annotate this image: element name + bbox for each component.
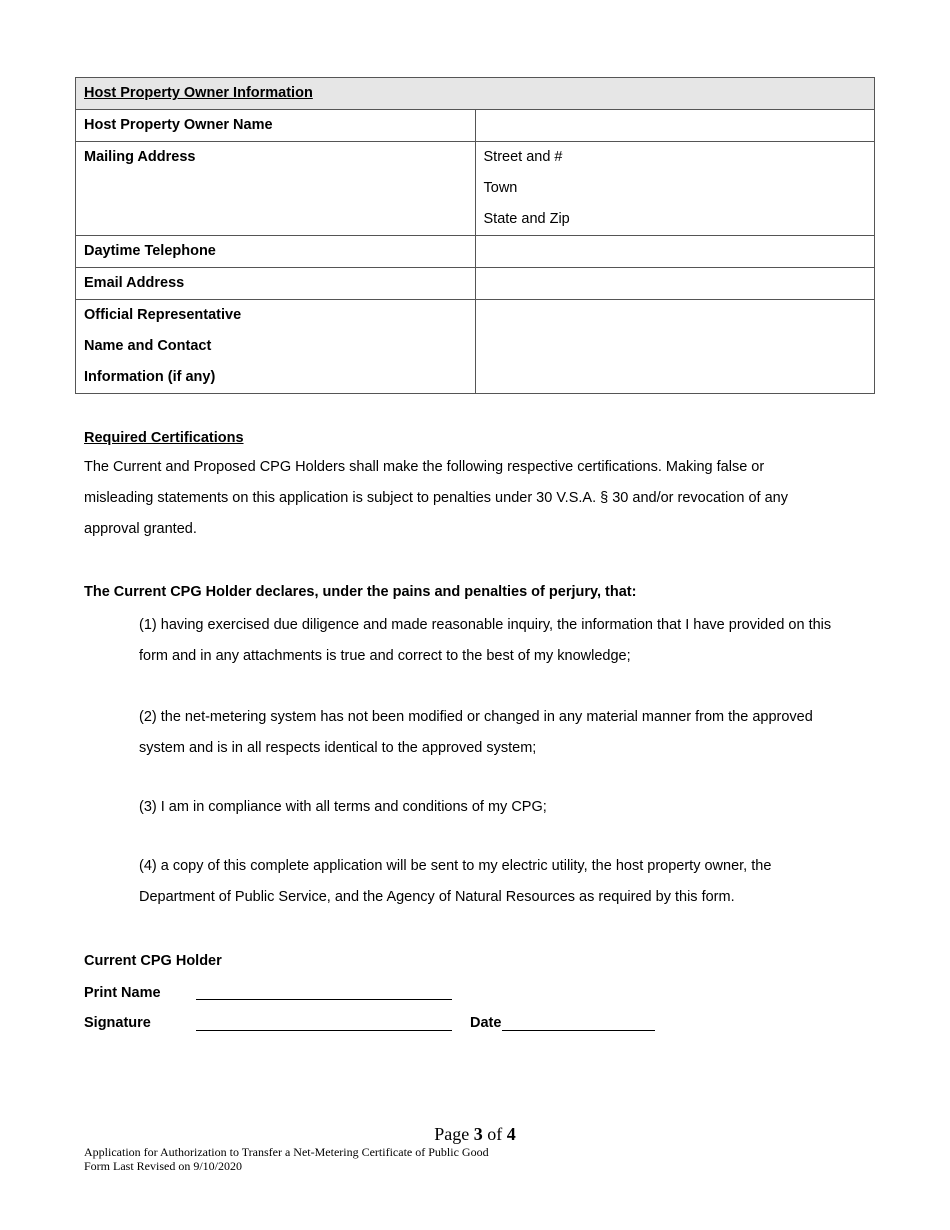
date-line[interactable] [502,1012,655,1031]
certification-line: (4) a copy of this complete application will be sent to my electric utility, the host property owner, the [139,858,772,874]
mailing-address-label: Mailing Address [76,142,476,236]
certification-line: (1) having exercised due diligence and made reasonable inquiry, the information that I have provided on this [139,617,832,633]
owner-info-header: Host Property Owner Information [76,78,875,110]
declaration-statement: The Current CPG Holder declares, under the pains and penalties of perjury, that: [84,584,637,600]
email-field[interactable] [475,268,875,300]
certification-item-1 [139,610,874,672]
date-label: Date [470,1015,502,1031]
telephone-field[interactable] [475,236,875,268]
signature-label: Signature [84,1015,151,1031]
certification-line: system and is in all respects identical to the approved system; [139,740,537,756]
certification-line: form and in any attachments is true and correct to the best of my knowledge; [139,648,631,664]
owner-name-field[interactable] [475,110,875,142]
required-certifications-heading: Required Certifications [84,430,244,446]
state-zip-line[interactable]: State and Zip [483,211,570,227]
certification-item-3 [139,792,874,823]
telephone-label: Daytime Telephone [76,236,476,268]
representative-field[interactable] [475,300,875,394]
certification-line: Department of Public Service, and the Agency of Natural Resources as required by this form. [139,889,735,905]
footer-form-title: Application for Authorization to Transfer a Net-Metering Certificate of Public Good [84,1145,489,1159]
signature-block-title: Current CPG Holder [84,953,222,969]
representative-label [76,300,476,394]
page-number [0,1123,950,1145]
town-line[interactable]: Town [483,180,518,196]
certification-item-2 [139,702,874,764]
page-prefix: Page [434,1124,470,1144]
representative-label-line: Official Representative [84,307,242,323]
footer-revision: Form Last Revised on 9/10/2020 [84,1159,242,1173]
certification-line: (3) I am in compliance with all terms and conditions of my CPG; [139,799,547,815]
street-line[interactable]: Street and # [483,149,563,165]
certifications-intro [84,452,854,545]
intro-line: The Current and Proposed CPG Holders shall make the following respective certifications. Making false or [84,459,765,475]
page-total: 4 [506,1124,516,1144]
certification-line: (2) the net-metering system has not been modified or changed in any material manner from the approved [139,709,813,725]
owner-name-label: Host Property Owner Name [76,110,476,142]
email-label: Email Address [76,268,476,300]
representative-label-line: Information (if any) [84,369,216,385]
signature-line[interactable] [196,1012,452,1031]
representative-label-line: Name and Contact [84,338,212,354]
host-property-owner-table [75,77,875,394]
intro-line: misleading statements on this application is subject to penalties under 30 V.S.A. § 30 and/or revocation of any [84,490,788,506]
intro-line: approval granted. [84,521,197,537]
print-name-line[interactable] [196,981,452,1000]
page-current: 3 [473,1124,483,1144]
mailing-address-field[interactable] [475,142,875,236]
print-name-label: Print Name [84,985,161,1001]
certification-item-4 [139,851,874,913]
page-of: of [487,1124,503,1144]
